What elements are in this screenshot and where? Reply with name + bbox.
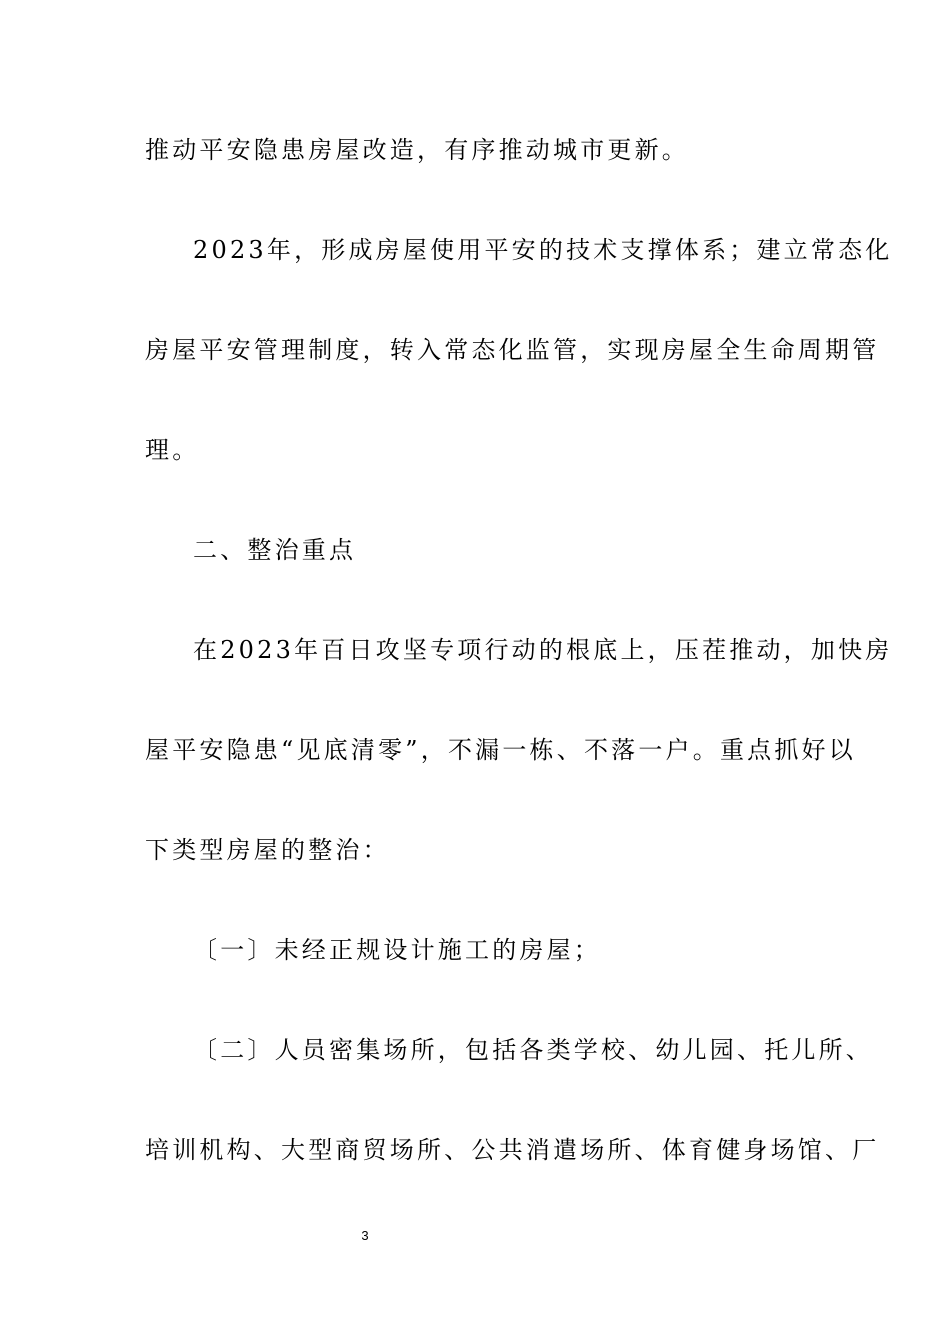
section-heading: 二、整治重点: [193, 536, 357, 564]
paragraph-line-2: 2023年，形成房屋使用平安的技术支撑体系；建立常态化: [193, 236, 893, 264]
paragraph-line-6: 屋平安隐患“见底清零”，不漏一栋、不落一户。重点抓好以: [145, 736, 856, 764]
paragraph-line-4: 理。: [145, 436, 200, 464]
page-number: 3: [361, 1228, 369, 1243]
paragraph-line-3: 房屋平安管理制度，转入常态化监管，实现房屋全生命周期管: [145, 336, 880, 364]
list-item-2-continued: 培训机构、大型商贸场所、公共消遣场所、体育健身场馆、厂: [145, 1136, 880, 1164]
paragraph-line-5: 在2023年百日攻坚专项行动的根底上，压茬推动，加快房: [193, 636, 893, 664]
paragraph-line-1: 推动平安隐患房屋改造，有序推动城市更新。: [145, 136, 689, 164]
list-item-2: 〔二〕人员密集场所，包括各类学校、幼儿园、托儿所、: [193, 1036, 873, 1064]
paragraph-line-7: 下类型房屋的整治：: [145, 836, 390, 864]
list-item-1: 〔一〕未经正规设计施工的房屋；: [193, 936, 601, 964]
